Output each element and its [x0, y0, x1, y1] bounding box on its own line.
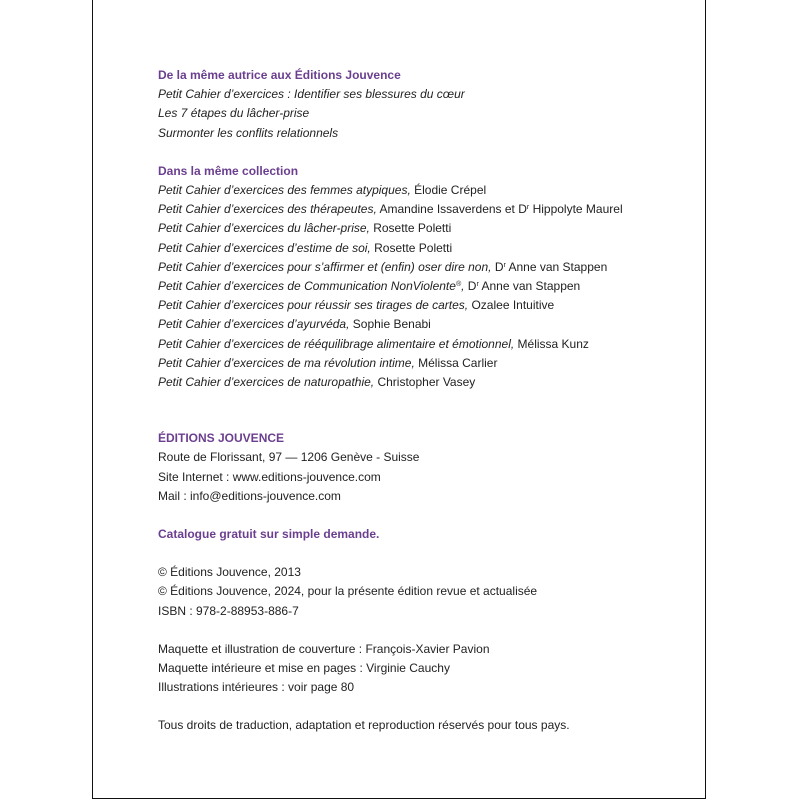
- copyright-page-content: [158, 66, 698, 736]
- catalogue-note: Catalogue gratuit sur simple demande.: [158, 527, 380, 542]
- collection-heading: Dans la même collection: [158, 163, 299, 178]
- collection-item: Petit Cahier d’exercices de Communication NonViolente®, $D^r$ Anne van Stappen: [158, 279, 581, 294]
- collection-item: Petit Cahier d’exercices d’ayurvéda, Sophie Benabi: [158, 317, 431, 332]
- publisher-address: Route de Florissant, 97 — 1206 Genève - Suisse: [158, 450, 420, 465]
- credit-line: Maquette intérieure et mise en pages : Virginie Cauchy: [158, 661, 450, 676]
- collection-item: Petit Cahier d’exercices pour s’affirmer et (enfin) oser dire non, $D^r$ Anne van Stappen: [158, 259, 608, 274]
- copyright-line: © Éditions Jouvence, 2013: [158, 565, 301, 580]
- copyright-line: © Éditions Jouvence, 2024, pour la présente édition revue et actualisée: [158, 584, 538, 599]
- same-author-title: Surmonter les conflits relationnels: [158, 125, 339, 140]
- same-author-title: Les 7 étapes du lâcher-prise: [158, 106, 310, 121]
- collection-item: Petit Cahier d’exercices d’estime de soi, Rosette Poletti: [158, 240, 453, 255]
- collection-item: Petit Cahier d’exercices de ma révolution intime, Mélissa Carlier: [158, 355, 498, 370]
- collection-item: Petit Cahier d’exercices pour réussir ses tirages de cartes, Ozalee Intuitive: [158, 298, 555, 313]
- collection-item: Petit Cahier d’exercices de rééquilibrage alimentaire et émotionnel, Mélissa Kunz: [158, 336, 589, 351]
- collection-item: Petit Cahier d’exercices des thérapeutes, Amandine Issaverdens et $D^r$ Hippolyte Maurel: [158, 202, 623, 217]
- collection-item: Petit Cahier d’exercices du lâcher-prise, Rosette Poletti: [158, 221, 452, 236]
- credit-line: Illustrations intérieures : voir page 80: [158, 680, 355, 695]
- publisher-name: ÉDITIONS JOUVENCE: [158, 431, 285, 446]
- publisher-mail: Mail : info@editions-jouvence.com: [158, 488, 341, 503]
- same-author-heading: De la même autrice aux Éditions Jouvence: [158, 68, 401, 82]
- collection-item: Petit Cahier d’exercices de naturopathie, Christopher Vasey: [158, 375, 476, 390]
- credit-line: Maquette et illustration de couverture : François-Xavier Pavion: [158, 641, 490, 656]
- collection-item: Petit Cahier d’exercices des femmes atypiques, Élodie Crépel: [158, 183, 487, 198]
- same-author-title: Petit Cahier d’exercices : Identifier ses blessures du cœur: [158, 87, 465, 102]
- publisher-website: Site Internet : www.editions-jouvence.com: [158, 469, 381, 484]
- isbn: ISBN : 978-2-88953-886-7: [158, 603, 299, 618]
- rights-notice: Tous droits de traduction, adaptation et reproduction réservés pour tous pays.: [158, 718, 570, 733]
